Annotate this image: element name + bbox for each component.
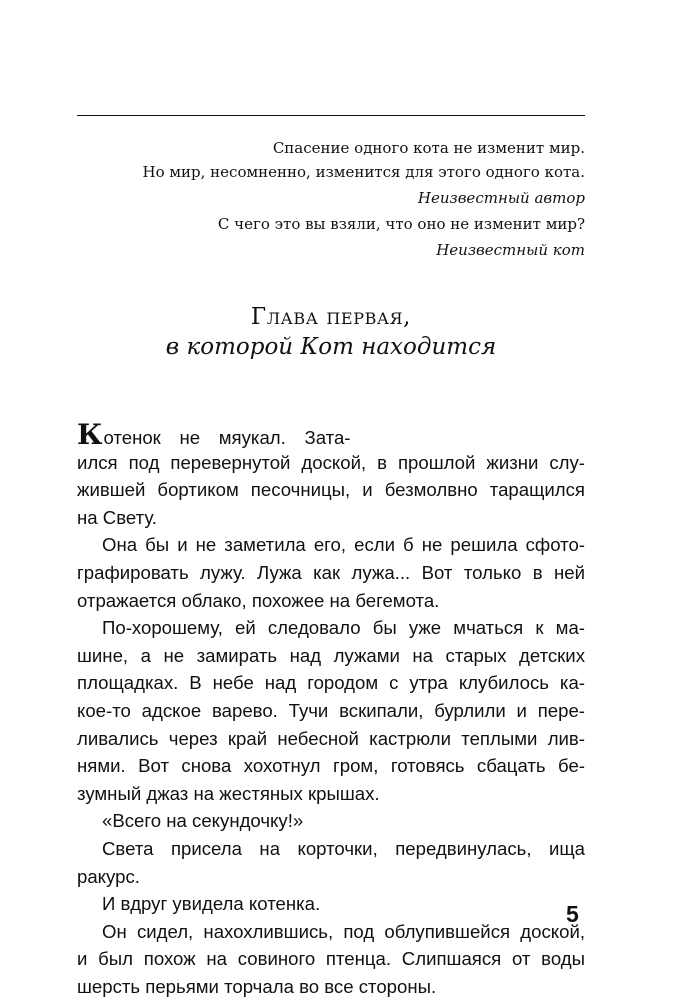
epigraph-author: Неизвестный кот	[436, 241, 585, 259]
text-line: графировать лужу. Лужа как лужа... Вот только в ней	[77, 561, 585, 583]
text-line: По-хорошему, ей следовало бы уже мчаться к ма-	[102, 617, 585, 639]
text-line: шине, а не замирать над лужами на старых детских	[77, 644, 585, 666]
text-line: отражается облако, похожее на бегемота.	[77, 589, 440, 611]
page-number: 5	[566, 901, 579, 927]
text-line: «Всего на секундочку!»	[102, 810, 304, 832]
text-line: площадках. В небе над городом с утра клубилось ка-	[77, 672, 585, 694]
first-line	[77, 418, 585, 451]
text-line: на Свету.	[77, 506, 157, 528]
drop-cap: К	[77, 418, 103, 451]
text-line: жившей бортиком песочницы, и безмолвно таращился	[77, 479, 585, 501]
chapter-body	[77, 418, 585, 1000]
chapter-subtitle: в которой Кот находится	[165, 334, 497, 360]
text-line: И вдруг увидела котенка.	[102, 893, 321, 915]
text-line: ился под перевернутой доской, в прошлой жизни слу-	[77, 451, 585, 473]
header-rule	[77, 115, 585, 116]
epigraph-line: Но мир, несомненно, изменится для этого одного кота.	[142, 163, 585, 181]
epigraph-2	[125, 212, 585, 262]
epigraph-line: Спасение одного кота не изменит мир.	[272, 139, 585, 157]
text-line: Он сидел, нахохлившись, под облупившейся доской,	[102, 920, 585, 942]
text-line: зумный джаз на жестяных крышах.	[77, 782, 380, 804]
chapter-title: Глава первая,	[250, 304, 412, 330]
text-line: кое-то адское варево. Тучи вскипали, бурлили и пере-	[77, 699, 585, 721]
epigraph-1	[125, 136, 585, 210]
first-line-text: отенок не мяукал. Зата-	[103, 427, 351, 448]
text-line: ракурс.	[77, 865, 140, 887]
text-line: ливались через край небесной кастрюли теплыми лив-	[77, 727, 585, 749]
text-line: Света присела на корточки, передвинулась, ища	[102, 837, 585, 859]
epigraph-line: С чего это вы взяли, что оно не изменит мир?	[217, 215, 585, 233]
epigraph-author: Неизвестный автор	[417, 189, 585, 207]
text-line: шерсть перьями торчала во все стороны.	[77, 975, 437, 997]
text-line: и был похож на совиного птенца. Слипшаяся от воды	[77, 948, 585, 970]
text-line: Она бы и не заметила его, если б не решила сфото-	[102, 534, 585, 556]
text-line: нями. Вот снова хохотнул гром, готовясь сбацать бе-	[77, 755, 585, 777]
